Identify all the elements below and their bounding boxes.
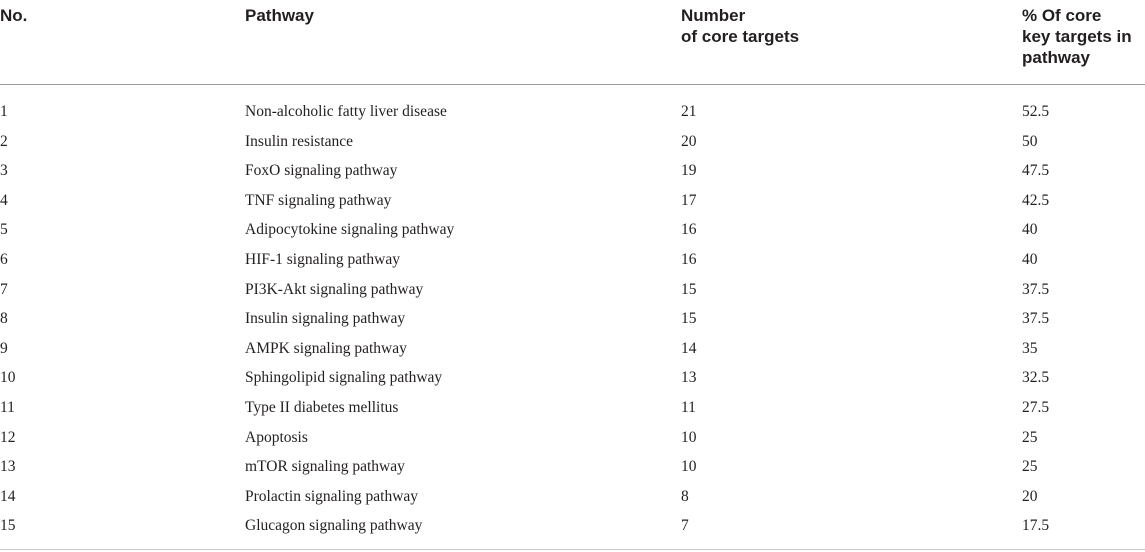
cell-pathway: Insulin signaling pathway [245, 310, 406, 328]
table-row [0, 97, 1145, 127]
cell-percent: 25 [1022, 428, 1038, 446]
cell-pathway: Prolactin signaling pathway [245, 487, 419, 505]
header-no-label: No. [0, 6, 28, 25]
cell-no: 2 [0, 132, 8, 150]
cell-pathway: Insulin resistance [245, 132, 354, 150]
table-body [0, 97, 1145, 541]
cell-core-targets: 19 [681, 162, 697, 180]
cell-percent: 27.5 [1022, 398, 1050, 416]
cell-percent: 32.5 [1022, 369, 1050, 387]
cell-percent: 40 [1022, 250, 1038, 268]
header-pathway [245, 5, 665, 26]
table-row [0, 393, 1145, 423]
cell-no: 4 [0, 191, 8, 209]
header-pathway-label: Pathway [245, 6, 314, 25]
cell-core-targets: 21 [681, 103, 697, 120]
header-pct-line-3: pathway [1022, 48, 1091, 67]
cell-core-targets: 17 [681, 191, 697, 209]
cell-no: 10 [0, 369, 16, 387]
cell-percent: 37.5 [1022, 280, 1050, 298]
header-no [0, 5, 230, 26]
cell-pathway: Glucagon signaling pathway [245, 517, 423, 535]
cell-percent: 40 [1022, 221, 1038, 239]
cell-core-targets: 8 [681, 487, 689, 505]
table-row [0, 215, 1145, 245]
header-number-line-1: Number [681, 6, 746, 25]
cell-pathway: AMPK signaling pathway [245, 339, 407, 357]
table-row [0, 245, 1145, 275]
table-row [0, 156, 1145, 186]
cell-core-targets: 10 [681, 458, 697, 476]
header-number-of-core-targets [681, 5, 1001, 47]
table-row [0, 304, 1145, 334]
cell-core-targets: 13 [681, 369, 697, 387]
header-percent-core-key-targets [1022, 5, 1145, 68]
cell-pathway: mTOR signaling pathway [245, 458, 405, 476]
table-row [0, 423, 1145, 453]
cell-no: 5 [0, 221, 8, 239]
cell-no: 3 [0, 162, 8, 180]
header-pct-line-1: % Of core [1022, 6, 1102, 25]
cell-pathway: Adipocytokine signaling pathway [245, 221, 455, 239]
cell-core-targets: 15 [681, 280, 697, 298]
table-header [0, 0, 1145, 85]
table-row [0, 363, 1145, 393]
cell-core-targets: 20 [681, 132, 697, 150]
cell-no: 15 [0, 517, 16, 535]
cell-percent: 20 [1022, 487, 1038, 505]
cell-no: 7 [0, 280, 8, 298]
cell-percent: 47.5 [1022, 162, 1050, 180]
cell-no: 9 [0, 339, 8, 357]
cell-percent: 37.5 [1022, 310, 1050, 328]
cell-percent: 42.5 [1022, 191, 1050, 209]
cell-percent: 50 [1022, 132, 1038, 150]
table-row [0, 334, 1145, 364]
cell-pathway: Sphingolipid signaling pathway [245, 369, 443, 387]
cell-pathway: Apoptosis [245, 428, 308, 446]
cell-pathway: Non-alcoholic fatty liver disease [245, 103, 447, 120]
cell-no: 11 [0, 398, 15, 416]
cell-core-targets: 7 [681, 517, 689, 535]
cell-no: 12 [0, 428, 16, 446]
cell-core-targets: 14 [681, 339, 697, 357]
cell-percent: 35 [1022, 339, 1038, 357]
table-row [0, 482, 1145, 512]
cell-core-targets: 15 [681, 310, 697, 328]
cell-percent: 52.5 [1022, 103, 1050, 120]
header-number-line-2: of core targets [681, 27, 800, 46]
header-pct-line-2: key targets in [1022, 27, 1132, 46]
cell-no: 13 [0, 458, 16, 476]
cell-core-targets: 16 [681, 250, 697, 268]
table-bottom-rule [0, 549, 1145, 550]
cell-percent: 17.5 [1022, 517, 1050, 535]
cell-pathway: FoxO signaling pathway [245, 162, 398, 180]
cell-percent: 25 [1022, 458, 1038, 476]
table-row [0, 275, 1145, 305]
cell-core-targets: 11 [681, 398, 696, 416]
table-row [0, 452, 1145, 482]
cell-no: 6 [0, 250, 8, 268]
cell-no: 8 [0, 310, 8, 328]
table-row [0, 186, 1145, 216]
table-row [0, 127, 1145, 157]
cell-pathway: PI3K-Akt signaling pathway [245, 280, 424, 298]
cell-no: 1 [0, 103, 8, 120]
table-row [0, 511, 1145, 541]
cell-pathway: HIF-1 signaling pathway [245, 250, 400, 268]
cell-pathway: TNF signaling pathway [245, 191, 392, 209]
cell-core-targets: 16 [681, 221, 697, 239]
cell-pathway: Type II diabetes mellitus [245, 398, 399, 416]
cell-no: 14 [0, 487, 16, 505]
cell-core-targets: 10 [681, 428, 697, 446]
